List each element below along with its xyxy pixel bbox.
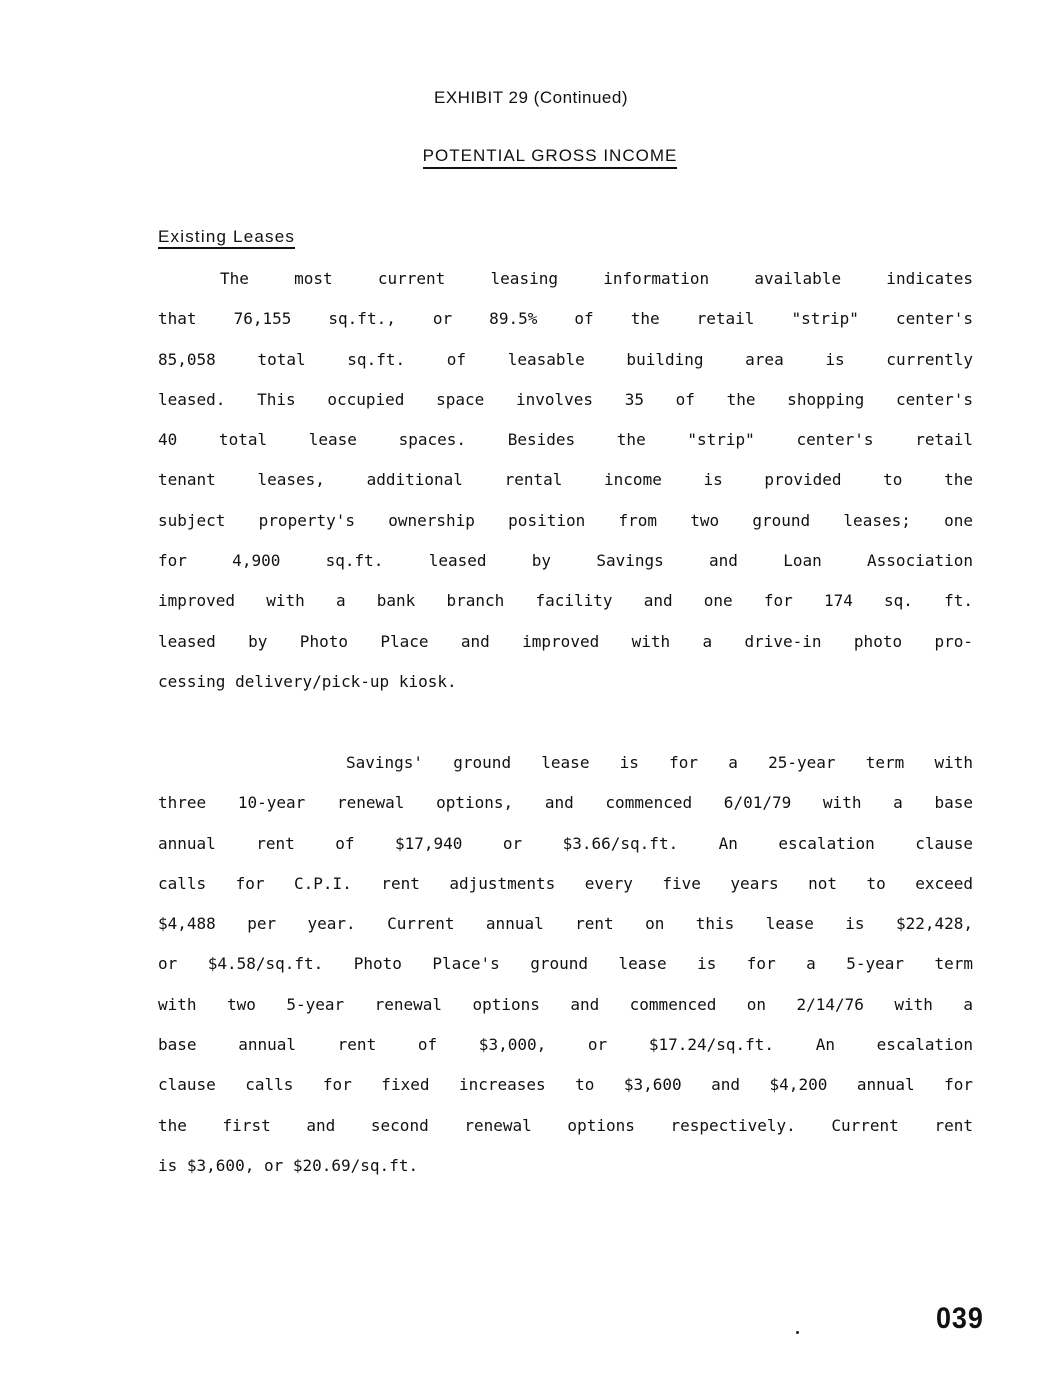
text-line: the first and second renewal options respectively. Current rent: [158, 1115, 973, 1135]
text-line: that 76,155 sq.ft., or 89.5% of the retail "strip" center's: [158, 309, 973, 329]
text-line: calls for C.P.I. rent adjustments every five years not to exceed: [158, 873, 973, 893]
paragraph-ground-leases: [158, 743, 973, 1186]
page-title-text: POTENTIAL GROSS INCOME: [423, 146, 678, 169]
text-line: cessing delivery/pick-up kiosk.: [158, 671, 457, 691]
text-line: $4,488 per year. Current annual rent on this lease is $22,428,: [158, 914, 973, 934]
text-line: base annual rent of $3,000, or $17.24/sq.ft. An escalation: [158, 1035, 973, 1055]
text-line: clause calls for fixed increases to $3,600 and $4,200 annual for: [158, 1075, 973, 1095]
exhibit-label: EXHIBIT 29 (Continued): [434, 88, 628, 107]
text-line: leased by Photo Place and improved with a drive-in photo pro-: [158, 631, 973, 651]
text-line: three 10-year renewal options, and commenced 6/01/79 with a base: [158, 793, 973, 813]
page-number: 039: [936, 1302, 984, 1335]
text-line: leased. This occupied space involves 35 of the shopping center's: [158, 389, 973, 409]
text-line: or $4.58/sq.ft. Photo Place's ground lease is for a 5-year term: [158, 954, 973, 974]
text-line: improved with a bank branch facility and one for 174 sq. ft.: [158, 591, 973, 611]
text-line: for 4,900 sq.ft. leased by Savings and Loan Association: [158, 551, 973, 571]
text-line: Savings' ground lease is for a 25-year term with: [346, 753, 973, 772]
text-line: tenant leases, additional rental income is provided to the: [158, 470, 973, 490]
section-heading: [158, 227, 295, 247]
paragraph-existing-leases: [158, 259, 973, 702]
page-title: [0, 146, 1062, 166]
text-line: annual rent of $17,940 or $3.66/sq.ft. An escalation clause: [158, 833, 973, 853]
text-line: The most current leasing information available indicates: [220, 269, 973, 288]
text-line: with two 5-year renewal options and commenced on 2/14/76 with a: [158, 994, 973, 1014]
text-line: 85,058 total sq.ft. of leasable building area is currently: [158, 349, 973, 369]
text-line: subject property's ownership position from two ground leases; one: [158, 510, 973, 530]
text-line: 40 total lease spaces. Besides the "strip" center's retail: [158, 430, 973, 450]
section-heading-text: Existing Leases: [158, 227, 295, 249]
text-line: is $3,600, or $20.69/sq.ft.: [158, 1155, 419, 1175]
scan-speck: [796, 1331, 799, 1334]
